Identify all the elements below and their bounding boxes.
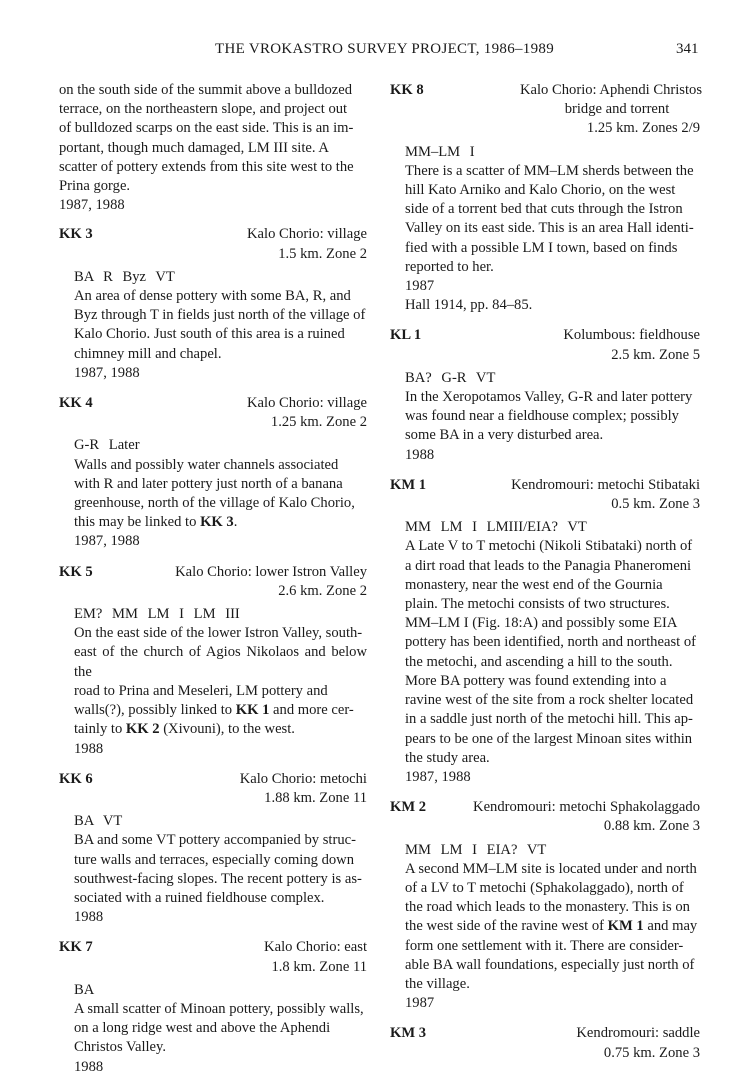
entry-periods: EM? MM LM I LM III	[74, 606, 240, 623]
entry-years: 1987	[405, 278, 435, 295]
entry-id: KL 1	[390, 327, 422, 344]
entry-location: Kalo Chorio: village	[247, 395, 367, 412]
text-line: fied with a possible LM I town, based on finds	[405, 239, 678, 256]
text-run: tainly to	[74, 721, 126, 738]
text-line: on the south side of the summit above a bulldozed	[59, 82, 353, 98]
right-column	[390, 81, 700, 1063]
text-line: form one settlement with it. There are consider-	[405, 937, 684, 954]
entry-description	[74, 1000, 367, 1058]
text-line	[74, 513, 367, 532]
entry-id: KK 7	[59, 939, 93, 956]
entry-distance: 0.88 km. Zone 3	[603, 818, 700, 835]
entry-kk4	[59, 394, 367, 552]
text-line: An area of dense pottery with some BA, R, and	[74, 288, 351, 305]
entry-id: KM 2	[390, 799, 427, 816]
text-line: southwest-facing slopes. The recent pottery is as-	[74, 870, 362, 887]
text-line: with R and later pottery just north of a banana	[74, 475, 343, 492]
entry-years: 1987, 1988	[74, 533, 140, 550]
text-line: on a long ridge west and above the Aphendi	[74, 1020, 331, 1037]
text-run: and more cer-	[269, 702, 354, 719]
text-line: a dirt road that leads to the Panagia Phaneromeni	[405, 557, 692, 574]
page-header	[0, 40, 756, 60]
entry-kk8	[390, 81, 700, 315]
text-line: On the east side of the lower Istron Valley, south-	[74, 625, 363, 642]
entry-reference: Hall 1914, pp. 84–85.	[405, 297, 533, 314]
text-line: BA and some VT pottery accompanied by struc-	[74, 832, 356, 849]
text-line: ture walls and terraces, especially coming down	[74, 851, 355, 868]
entry-id: KM 1	[390, 476, 427, 493]
entry-location: Kolumbous: fieldhouse	[563, 327, 700, 344]
site-reference: KK 3	[200, 514, 234, 531]
text-line: A Late V to T metochi (Nikoli Stibataki) north of	[405, 538, 693, 555]
entry-id: KK 3	[59, 226, 93, 243]
entry-distance: 1.25 km. Zone 2	[270, 414, 367, 431]
entry-years: 1988	[74, 909, 104, 926]
text-line: A small scatter of Minoan pottery, possibly walls,	[74, 1000, 364, 1017]
text-line: the metochi, and ascending a hill to the south.	[405, 653, 673, 670]
text-line: the village.	[405, 975, 470, 992]
entry-years: 1987, 1988	[74, 364, 140, 381]
text-line: A second MM–LM site is located under and north	[405, 860, 697, 877]
text-line: scatter of pottery extends from this site west to the	[59, 158, 354, 175]
text-line: monastery, near the west end of the Gournia	[405, 576, 663, 593]
entry-distance: 0.5 km. Zone 3	[611, 496, 700, 513]
text-line	[74, 701, 367, 720]
entry-location: Kalo Chorio: lower Istron Valley	[175, 563, 367, 580]
entry-location: Kendromouri: saddle	[576, 1025, 700, 1042]
entry-description	[405, 537, 700, 767]
entry-description	[405, 860, 700, 994]
text-line: reported to her.	[405, 258, 494, 275]
text-line: east of the church of Agios Nikolaos and below the	[74, 644, 367, 680]
page-number: 341	[676, 41, 699, 57]
entry-description	[59, 81, 367, 196]
entry-location: Kendromouri: metochi Stibataki	[511, 476, 700, 493]
entry-location: Kalo Chorio: east	[264, 939, 367, 956]
entry-description	[74, 624, 367, 739]
text-line	[74, 720, 367, 739]
entry-periods: MM–LM I	[405, 143, 475, 160]
text-run: .	[233, 514, 238, 531]
entry-location: Kalo Chorio: village	[247, 226, 367, 243]
text-line: pottery has been identified, north and northeast of	[405, 634, 696, 651]
text-line: terrace, on the northeastern slope, and project out	[59, 101, 348, 118]
entry-periods: BA VT	[74, 813, 123, 830]
site-reference: KK 1	[235, 702, 270, 719]
text-line: able BA wall foundations, especially just north of	[405, 956, 695, 973]
text-line: the study area.	[405, 749, 490, 766]
text-line: MM–LM I (Fig. 18:A) and possibly some EIA	[405, 615, 678, 632]
text-run: walls(?), possibly linked to	[74, 702, 236, 719]
entry-periods: BA	[74, 981, 95, 998]
entry-km2	[390, 798, 700, 1013]
entry-id: KK 8	[390, 82, 424, 98]
entry-description	[74, 456, 367, 533]
text-line: portant, though much damaged, LM III site. A	[59, 139, 329, 156]
text-line: of bulldozed scarps on the east side. This is an im-	[59, 120, 354, 137]
text-line: chimney mill and chapel.	[74, 345, 222, 362]
entry-distance: 2.6 km. Zone 2	[278, 582, 367, 599]
text-line: Byz through T in fields just north of the village of	[74, 307, 366, 324]
text-line: Kalo Chorio. Just south of this area is a ruined	[74, 326, 345, 343]
entry-continuation	[59, 81, 367, 215]
text-line: sociated with a ruined fieldhouse complex.	[74, 889, 325, 906]
text-run: (Xivouni), to the west.	[159, 721, 295, 738]
text-line: was found near a fieldhouse complex; possibly	[405, 408, 679, 425]
entry-years: 1988	[405, 446, 435, 463]
entry-years: 1988	[74, 740, 104, 757]
text-line: Valley on its east side. This is an area Hall identi-	[405, 220, 694, 237]
text-line: some BA in a very disturbed area.	[405, 427, 604, 444]
text-line: ravine west of the site from a rock shelter located	[405, 692, 694, 709]
entry-years: 1987, 1988	[59, 197, 125, 214]
entry-km3	[390, 1024, 700, 1062]
text-line: side of a torrent bed that cuts through the Istron	[405, 201, 683, 218]
entry-kk5	[59, 563, 367, 759]
text-line: Prina gorge.	[59, 178, 131, 195]
entry-location: Kalo Chorio: Aphendi Christos	[519, 82, 702, 98]
text-run: the west side of the ravine west of	[405, 918, 608, 935]
entry-location-cont: bridge and torrent	[564, 101, 670, 118]
entry-periods: BA? G-R VT	[405, 369, 496, 386]
entry-description	[405, 388, 700, 446]
entry-distance: 1.25 km. Zones 2/9	[586, 120, 700, 137]
text-line: greenhouse, north of the village of Kalo Chorio,	[74, 495, 355, 512]
entry-kk7	[59, 938, 367, 1076]
entry-years: 1988	[74, 1058, 104, 1075]
entry-kk3	[59, 225, 367, 383]
text-line: pears to be one of the largest Minoan sites within	[405, 730, 693, 747]
left-column	[59, 81, 367, 1077]
entry-location: Kalo Chorio: metochi	[239, 770, 367, 787]
entry-id: KM 3	[390, 1025, 427, 1042]
entry-id: KK 5	[59, 563, 93, 580]
entry-distance: 1.8 km. Zone 11	[271, 958, 367, 975]
entry-km1	[390, 476, 700, 787]
entry-periods: MM LM I LMIII/EIA? VT	[405, 519, 587, 536]
text-line: the road which leads to the monastery. This is on	[405, 899, 690, 916]
entry-kl1	[390, 326, 700, 464]
entry-description	[74, 831, 367, 908]
entry-periods: BA R Byz VT	[74, 268, 175, 285]
text-line	[405, 917, 700, 936]
text-run: this may be linked to	[74, 514, 201, 531]
text-line: Christos Valley.	[74, 1039, 167, 1056]
entry-years: 1987	[405, 995, 435, 1012]
entry-kk6	[59, 770, 367, 928]
text-line: Walls and possibly water channels associated	[74, 456, 339, 473]
entry-years: 1987, 1988	[405, 768, 471, 785]
entry-distance: 1.88 km. Zone 11	[264, 789, 367, 806]
text-line: in a saddle just north of the metochi hill. This ap-	[405, 711, 693, 728]
entry-periods: MM LM I EIA? VT	[405, 841, 547, 858]
entry-periods: G-R Later	[74, 437, 140, 454]
text-line: hill Kato Arniko and Kalo Chorio, on the west	[405, 182, 676, 199]
text-line: In the Xeropotamos Valley, G-R and later pottery	[405, 389, 693, 406]
entry-distance: 2.5 km. Zone 5	[611, 346, 700, 363]
text-line: plain. The metochi consists of two structures.	[405, 596, 670, 613]
text-line: There is a scatter of MM–LM sherds between the	[405, 162, 694, 179]
entry-id: KK 6	[59, 770, 93, 787]
entry-description	[405, 162, 700, 277]
site-reference: KK 2	[125, 721, 160, 738]
text-line: road to Prina and Meseleri, LM pottery and	[74, 682, 328, 699]
site-reference: KM 1	[607, 918, 644, 935]
entry-distance: 1.5 km. Zone 2	[278, 245, 367, 262]
entry-description	[59, 287, 367, 364]
entry-location: Kendromouri: metochi Sphakolaggado	[473, 799, 700, 816]
text-line: of a LV to T metochi (Sphakolaggado), north of	[405, 879, 684, 896]
entry-distance: 0.75 km. Zone 3	[603, 1044, 700, 1061]
running-title: THE VROKASTRO SURVEY PROJECT, 1986–1989	[215, 41, 554, 57]
text-run: and may	[643, 918, 698, 935]
text-line: More BA pottery was found extending into a	[405, 672, 667, 689]
entry-id: KK 4	[59, 395, 93, 412]
